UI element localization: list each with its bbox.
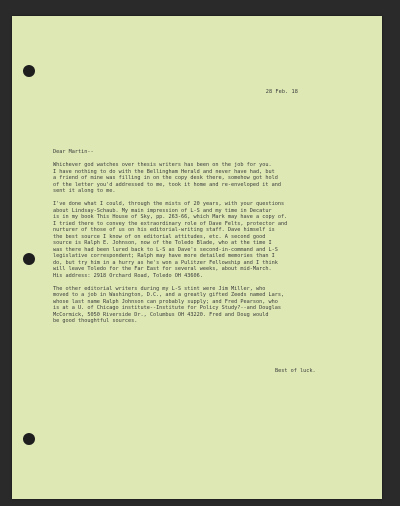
text-line: whose last name Ralph Johnson can probably supply; and Fred Pearson, who (53, 298, 278, 305)
text-line: was there had been lured back to L-S as Dave's second-in-command and L-S (53, 246, 278, 253)
text-line: The other editorial writers during my L-S stint were Jim Miller, who (53, 285, 266, 292)
text-line: I have nothing to do with the Bellingham Herald and never have had, but (53, 168, 275, 175)
text-line: I tried there to convey the extraordinary role of Dave Felts, protector and (53, 220, 288, 227)
text-line: do, but try him in a hurry as he's won a Pulitzer Fellowship and I think (53, 259, 278, 266)
binder-hole-middle (23, 253, 35, 265)
text-line: I've done what I could, through the mists of 20 years, with your questions (53, 201, 285, 207)
text-line: McCormick, 5050 Riverside Dr., Columbus OH 43220. Fred and Doug would (53, 311, 269, 318)
paragraph-3 (53, 286, 335, 325)
salutation: Dear Martin-- (53, 149, 94, 155)
letter-date: 28 Feb. 18 (265, 89, 298, 95)
text-line: will leave Toledo for the Far East for several weeks, about mid-March. (53, 266, 272, 272)
text-line: source is Ralph E. Johnson, now of the Toledo Blade, who at the time I (53, 240, 272, 246)
text-line: sent it along to me. (53, 188, 116, 194)
letter-page (12, 16, 382, 499)
binder-hole-bottom (23, 433, 35, 445)
closing: Best of luck. (275, 368, 316, 374)
text-line: nurturer of those of us on his editorial-writing staff. Dave himself is (53, 227, 275, 233)
binder-hole-top (23, 65, 35, 77)
paragraph-2 (53, 201, 335, 279)
text-line: be good thoughtful sources. (53, 318, 138, 324)
text-line: moved to a job in Washington, D.C., and a greatly gifted Zeeds named Lars, (53, 292, 285, 298)
paragraph-1 (53, 162, 335, 195)
text-line: His address: 2918 Orchard Road, Toledo OH 43606. (53, 272, 203, 279)
text-line: legislative correspondent; Ralph may have more detailed memories than I (53, 253, 275, 259)
letter-body (53, 149, 335, 325)
text-line: is in my book This House of Sky, pp. 263-66, which Mark may have a copy of. (53, 214, 288, 220)
text-line: of the letter you'd addressed to me, took it home and re-enveloped it and (53, 181, 281, 188)
text-line: about Lindsay-Schaub. My main impression of L-S and my time in Decatur (53, 207, 272, 214)
text-line: Whichever god watches over thesis writers has been on the job for you. (53, 162, 272, 168)
text-line: a friend of mine was filling in on the copy desk there, somehow got hold (53, 175, 278, 181)
text-line: is at a U. of Chicago institute--Institute for Policy Study?--and Douglas (53, 305, 281, 311)
text-line: the best source I know of on editorial attitudes, etc. A second good (53, 233, 266, 240)
